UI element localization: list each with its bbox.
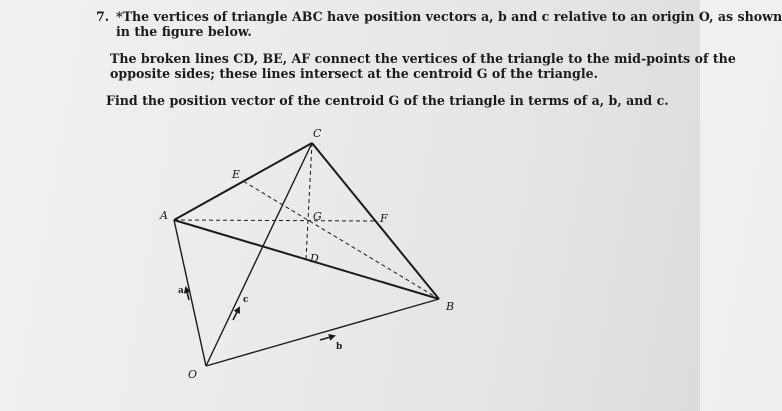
median-be	[243, 181, 439, 299]
statement-line-2: in the figure below.	[116, 24, 252, 39]
label-a: A	[160, 209, 168, 222]
label-o: O	[188, 368, 198, 381]
paragraph-2-line-1: The broken lines CD, BE, AF connect the vertices of the triangle to the mid-points of the	[110, 51, 736, 66]
vector-c-arrow	[233, 308, 239, 320]
median-af	[174, 220, 376, 221]
side-ab	[174, 220, 439, 299]
problem-number: 7.	[96, 9, 110, 24]
label-vector-c: c	[243, 295, 249, 305]
label-c: C	[313, 127, 322, 140]
question-text: Find the position vector of the centroid G of the triangle in terms of a, b, and c.	[106, 93, 669, 108]
vector-b-arrow	[320, 336, 334, 340]
point-labels	[159, 127, 454, 381]
label-d: D	[310, 252, 319, 265]
label-g: G	[313, 210, 322, 223]
medians	[174, 143, 439, 299]
statement-line-1: *The vertices of triangle ABC have position vectors a, b and c relative to an origin O, as shown	[116, 9, 782, 24]
vector-a-arrow	[186, 288, 189, 300]
label-vector-a: a	[178, 286, 184, 296]
label-vector-b: b	[336, 342, 343, 352]
vector-ob-line	[206, 299, 439, 366]
label-b: B	[446, 300, 455, 313]
triangle-abc	[174, 143, 439, 299]
median-cd	[306, 143, 312, 259]
vector-oc-line	[206, 143, 312, 366]
paragraph-2-line-2: opposite sides; these lines intersect at the centroid G of the triangle.	[110, 66, 599, 81]
side-ac	[174, 143, 312, 220]
label-e: E	[232, 168, 241, 181]
position-vectors	[174, 143, 439, 366]
label-f: F	[380, 212, 388, 225]
vector-labels	[178, 286, 342, 352]
